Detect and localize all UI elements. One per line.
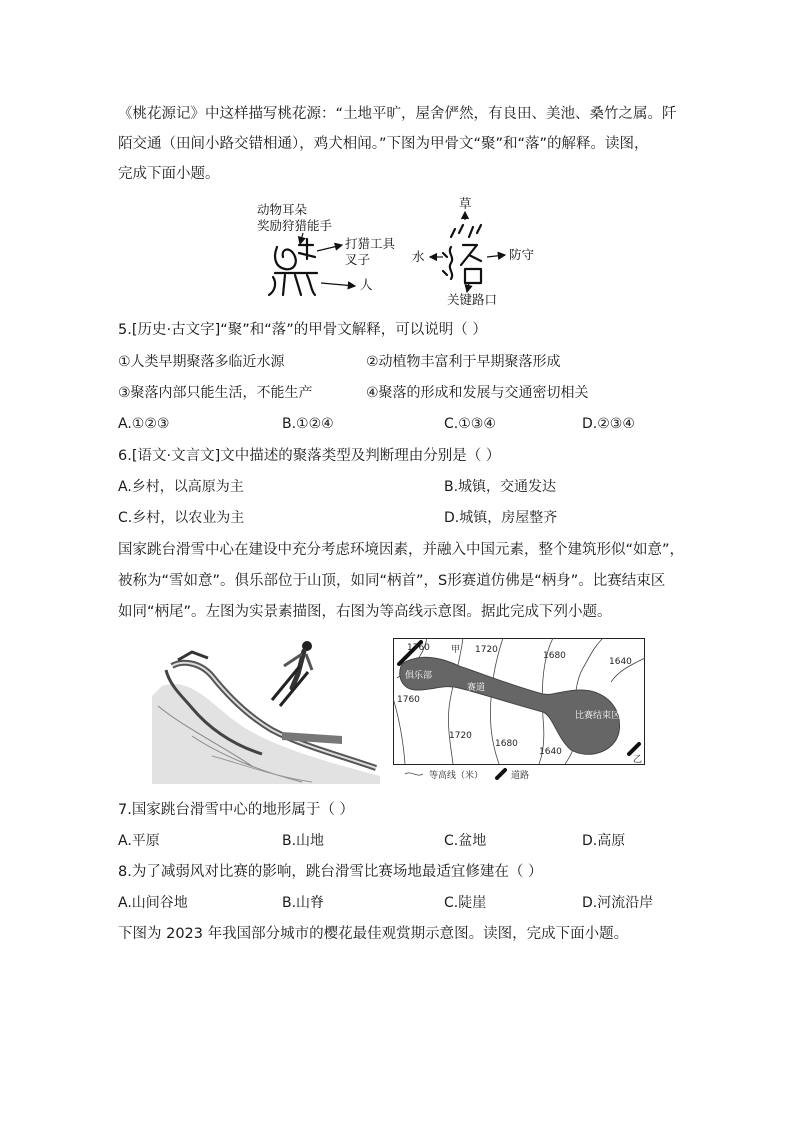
q8-option-c[interactable]: C.陡崖 <box>444 895 487 911</box>
luo-label-water: 水 <box>412 249 425 264</box>
q7-option-a[interactable]: A.平原 <box>118 833 160 849</box>
q5-statement-1: ①人类早期聚落多临近水源 <box>118 354 285 370</box>
q7-stem: 7.国家跳台滑雪中心的地形属于（ ） <box>118 802 354 818</box>
contour-label-1760-left: 1760 <box>397 695 420 705</box>
contour-label-1680-top: 1680 <box>543 651 566 661</box>
ju-label-reward-hunter: 奖励狩猎能手 <box>257 218 333 233</box>
luo-oracle-glyph <box>443 225 481 283</box>
intro-paragraph-1-line-3: 完成下面小题。 <box>118 166 220 182</box>
q8-option-d[interactable]: D.河流沿岸 <box>582 895 654 911</box>
intro-paragraph-1-line-1: 《桃花源记》中这样描写桃花源：“土地平旷，屋舍俨然，有良田、美池、桑竹之属。阡 <box>118 106 677 122</box>
contour-label-1720-top: 1720 <box>475 645 498 655</box>
ski-jump-sketch <box>152 636 382 784</box>
intro-paragraph-2-line-1: 国家跳台滑雪中心在建设中充分考虑环境因素，并融入中国元素，整个建筑形似“如意”， <box>118 542 685 558</box>
ju-oracle-glyph <box>269 239 317 295</box>
road-label-yi: 乙 <box>633 755 643 765</box>
road-label-jia: 甲 <box>451 645 461 655</box>
q5-statement-4: ④聚落的形成和发展与交通密切相关 <box>366 385 589 401</box>
contour-label-1760-top: 1760 <box>407 643 430 653</box>
q6-option-a[interactable]: A.乡村，以高原为主 <box>118 479 244 495</box>
intro-paragraph-2-line-3: 如同“柄尾”。左图为实景素描图，右图为等高线示意图。据此完成下列小题。 <box>118 604 612 620</box>
finish-area-label: 比赛结束区 <box>575 711 621 721</box>
q6-stem: 6.[语文·文言文]文中描述的聚落类型及判断理由分别是（ ） <box>118 448 501 464</box>
contour-label-1640-bottom: 1640 <box>539 747 562 757</box>
luo-label-key-crossing: 关键路口 <box>447 292 498 307</box>
q8-option-b[interactable]: B.山脊 <box>282 895 325 911</box>
q5-statement-2: ②动植物丰富利于早期聚落形成 <box>366 354 561 370</box>
oracle-bone-figure <box>255 195 540 307</box>
ju-label-person: 人 <box>360 277 373 292</box>
ju-label-animal-ear: 动物耳朵 <box>257 202 308 217</box>
club-label: 俱乐部 <box>405 671 433 681</box>
ju-label-fork: 叉子 <box>345 252 371 267</box>
track-label: 赛道 <box>467 683 486 693</box>
q5-statement-3: ③聚落内部只能生活，不能生产 <box>118 385 313 401</box>
contour-label-1720-bottom: 1720 <box>449 731 472 741</box>
ju-label-hunting-tool: 打猎工具 <box>345 236 396 251</box>
q5-option-a[interactable]: A.①②③ <box>118 416 170 432</box>
intro-paragraph-2-line-2: 被称为“雪如意”。俱乐部位于山顶，如同“柄首”，S形赛道仿佛是“柄身”。比赛结束区 <box>118 573 666 589</box>
luo-label-defense: 防守 <box>509 247 535 262</box>
q5-option-d[interactable]: D.②③④ <box>582 416 635 432</box>
q5-option-c[interactable]: C.①③④ <box>444 416 496 432</box>
q7-option-d[interactable]: D.高原 <box>582 833 626 849</box>
oracle-glyph-drawing <box>255 195 540 307</box>
luo-label-grass: 草 <box>459 196 472 211</box>
q6-option-d[interactable]: D.城镇，房屋整齐 <box>444 510 558 526</box>
q8-stem: 8.为了减弱风对比赛的影响，跳台滑雪比赛场地最适宜修建在（ ） <box>118 864 543 880</box>
legend-road-label: 道路 <box>511 771 530 781</box>
contour-label-1640-right: 1640 <box>609 657 632 667</box>
q6-option-c[interactable]: C.乡村，以农业为主 <box>118 510 245 526</box>
q6-option-b[interactable]: B.城镇，交通发达 <box>444 479 557 495</box>
q7-option-b[interactable]: B.山地 <box>282 833 325 849</box>
q8-option-a[interactable]: A.山间谷地 <box>118 895 188 911</box>
q5-stem: 5.[历史·古文字]“聚”和“落”的甲骨文解释，可以说明（ ） <box>118 322 487 338</box>
contour-map <box>393 638 645 784</box>
contour-label-1680-bottom: 1680 <box>495 739 518 749</box>
intro-paragraph-3-line-1: 下图为 2023 年我国部分城市的樱花最佳观赏期示意图。读图，完成下面小题。 <box>118 926 629 942</box>
q5-option-b[interactable]: B.①②④ <box>282 416 334 432</box>
intro-paragraph-1-line-2: 陌交通（田间小路交错相通），鸡犬相闻。”下图为甲骨文“聚”和“落”的解释。读图， <box>118 136 649 152</box>
q7-option-c[interactable]: C.盆地 <box>444 833 487 849</box>
legend-contour-label: 等高线（米） <box>429 771 484 781</box>
